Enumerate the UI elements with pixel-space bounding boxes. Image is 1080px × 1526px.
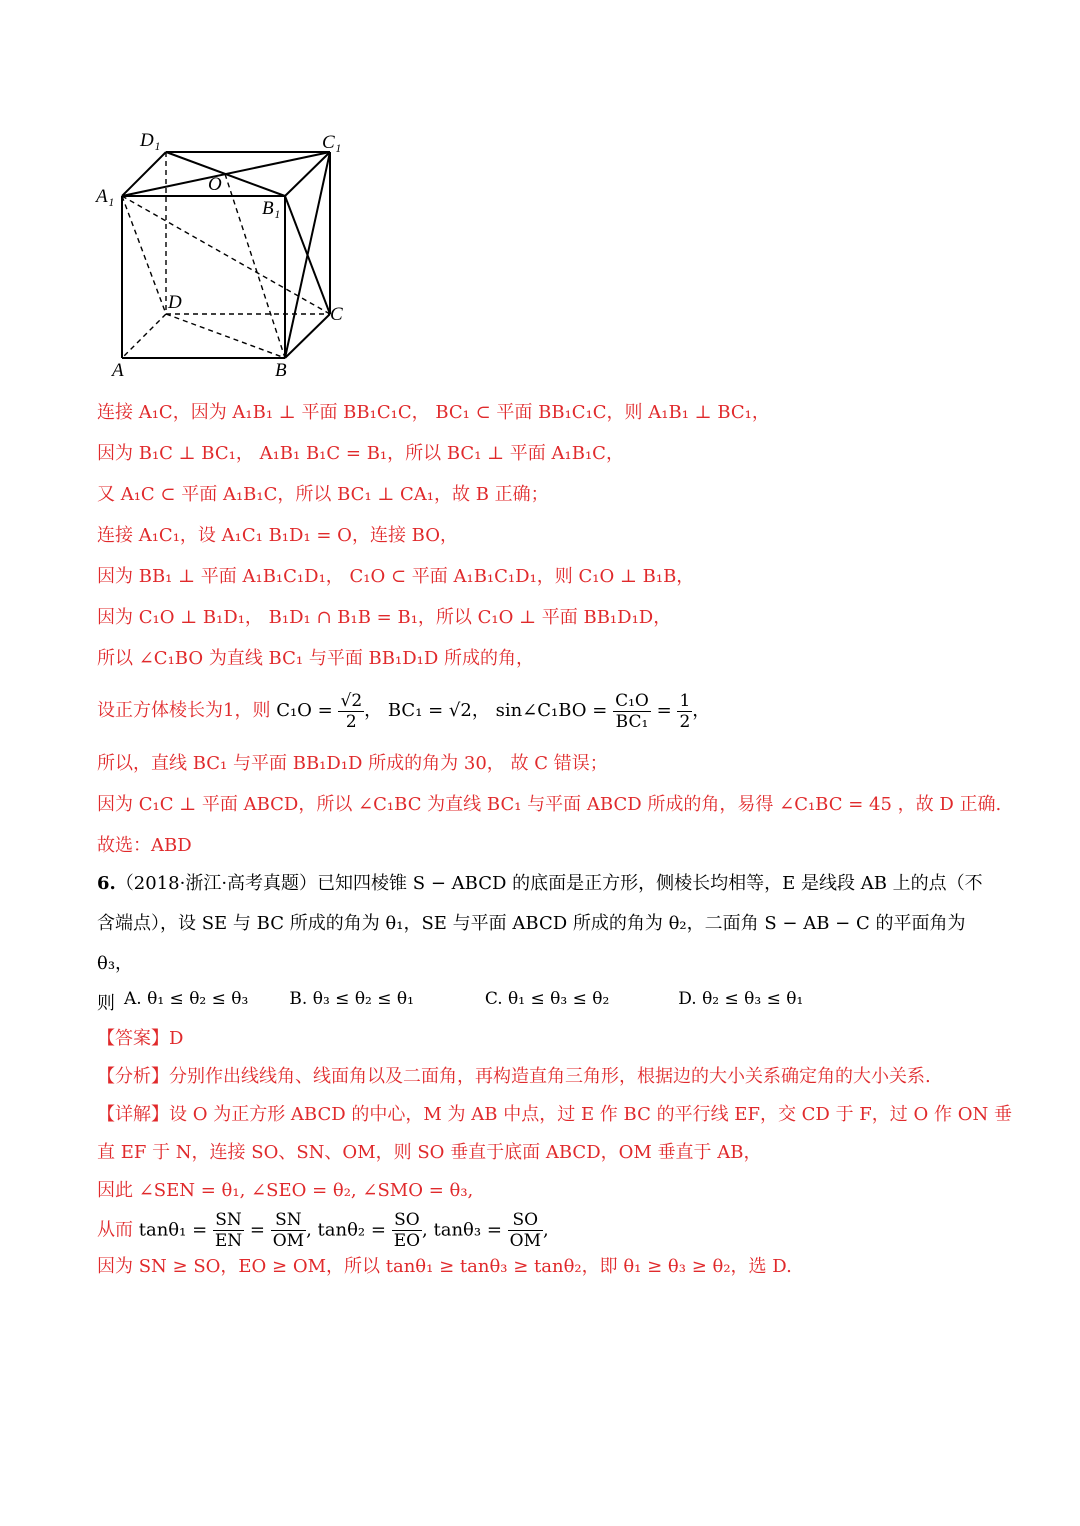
frac-num: √2	[340, 690, 363, 711]
solution-line: 所以 ∠C₁BO 为直线 BC₁ 与平面 BB₁D₁D 所成的角，	[97, 648, 535, 669]
option-d	[678, 982, 803, 1016]
detail-line: 【详解】设 O 为正方形 ABCD 的中心，M 为 AB 中点，过 E 作 BC 的平行线 EF，交 CD 于 F，过 O 作 ON 垂	[97, 1104, 1012, 1125]
frac-den: EN	[214, 1231, 243, 1251]
cube-figure	[90, 120, 370, 390]
question-line-3: 则	[97, 993, 115, 1014]
solution-line: 连接 A₁C，因为 A₁B₁ ⊥ 平面 BB₁C₁C， BC₁ ⊂ 平面 BB₁C₁C，则 A₁B₁ ⊥ BC₁，	[97, 402, 770, 423]
solution-line: 因为 C₁O ⊥ B₁D₁， B₁D₁ ∩ B₁B = B₁，所以 C₁O ⊥ 平面 BB₁D₁D，	[97, 607, 672, 628]
option-text: θ₂ ≤ θ₃ ≤ θ₁	[702, 989, 804, 1009]
question-number: 6.	[97, 873, 116, 894]
solution-line: 又 A₁C ⊂ 平面 A₁B₁C，所以 BC₁ ⊥ CA₁，故 B 正确；	[97, 484, 549, 505]
label-d: D	[168, 292, 182, 313]
answer-block	[97, 1020, 1012, 1286]
frac-den: OM	[272, 1231, 305, 1251]
tan1-text: tanθ₁ =	[138, 1219, 208, 1241]
equals-sign: =	[656, 700, 672, 721]
fraction-so-eo	[392, 1210, 422, 1251]
fraction-one-half	[677, 691, 692, 732]
question-source: （2018·浙江·高考真题）	[115, 873, 318, 894]
tan3-text: , tanθ₃ =	[422, 1219, 502, 1241]
edge-prefix: 设正方体棱长为1，则	[97, 700, 277, 721]
solution-line: 连接 A₁C₁，设 A₁C₁ B₁D₁ = O，连接 BO，	[97, 525, 458, 546]
options-row	[124, 982, 924, 1016]
frac-den: EO	[393, 1231, 421, 1251]
option-c	[485, 982, 673, 1016]
label-a1: A₁	[96, 186, 115, 207]
tan-prefix: 从而	[97, 1219, 139, 1241]
solution-line: 因为 B₁C ⊥ BC₁， A₁B₁ B₁C = B₁，所以 BC₁ ⊥ 平面 A₁B₁C，	[97, 443, 624, 464]
frac-num: SO	[508, 1210, 543, 1231]
option-label: A.	[124, 989, 142, 1009]
fraction-so-om	[508, 1210, 543, 1251]
fraction-sqrt2-over-2	[338, 691, 364, 732]
frac-den: BC₁	[615, 711, 649, 732]
c1o-text: C₁O =	[276, 700, 333, 721]
tan2-text: , tanθ₂ =	[306, 1219, 386, 1241]
solution-line: 所以，直线 BC₁ 与平面 BB₁D₁D 所成的角为 30， 故 C 错误；	[97, 753, 608, 774]
label-b1: B₁	[262, 198, 281, 219]
fraction-sn-en	[213, 1210, 244, 1251]
option-text: θ₃ ≤ θ₂ ≤ θ₁	[312, 989, 414, 1009]
label-c: C	[330, 304, 343, 325]
question-text-1: 已知四棱锥 S − ABCD 的底面是正方形，侧棱长均相等，E 是线段 AB 上的点（不	[317, 873, 983, 894]
solution-block	[97, 392, 1002, 866]
edge-end: ，	[692, 700, 711, 721]
tan-line	[97, 1210, 997, 1251]
label-b: B	[275, 360, 287, 381]
option-text: θ₁ ≤ θ₂ ≤ θ₃	[147, 989, 249, 1009]
analysis-line: 【分析】分别作出线线角、线面角以及二面角，再构造直角三角形，根据边的大小关系确定角的大小关系.	[97, 1066, 931, 1087]
label-a: A	[112, 360, 124, 381]
frac-num: C₁O	[615, 690, 649, 711]
fraction-c1o-over-bc1	[613, 691, 651, 732]
answer-line: 【答案】D	[97, 1028, 184, 1049]
option-label: D.	[678, 989, 697, 1009]
frac-den: 2	[345, 711, 357, 732]
option-label: C.	[484, 989, 503, 1009]
option-label: B.	[289, 989, 308, 1009]
detail-line: 因此 ∠SEN = θ₁, ∠SEO = θ₂, ∠SMO = θ₃,	[97, 1180, 474, 1201]
label-c1: C₁	[322, 132, 342, 153]
option-b	[289, 982, 479, 1016]
detail-line: 直 EF 于 N，连接 SO、SN、OM，则 SO 垂直于底面 ABCD，OM 垂直于 AB，	[97, 1142, 762, 1163]
question-line-2: 含端点），设 SE 与 BC 所成的角为 θ₁，SE 与平面 ABCD 所成的角为 θ₂，二面角 S − AB − C 的平面角为 θ₃，	[97, 913, 966, 974]
question-line-1	[97, 864, 997, 904]
tan-end: ,	[542, 1219, 549, 1241]
final-choice-line: 故选：ABD	[97, 835, 192, 856]
option-a	[124, 982, 284, 1016]
frac-num: SN	[271, 1210, 306, 1231]
frac-num: 1	[679, 690, 691, 711]
final-line: 因为 SN ≥ SO，EO ≥ OM，所以 tanθ₁ ≥ tanθ₃ ≥ tanθ₂，即 θ₁ ≥ θ₃ ≥ θ₂，选 D.	[97, 1256, 792, 1277]
frac-den: 2	[679, 711, 691, 732]
solution-line: 因为 C₁C ⊥ 平面 ABCD，所以 ∠C₁BC 为直线 BC₁ 与平面 ABCD 所成的角，易得 ∠C₁BC = 45 ，故 D 正确.	[97, 794, 1002, 815]
frac-num: SN	[213, 1210, 244, 1231]
frac-den: OM	[509, 1231, 541, 1251]
equals-sign: =	[249, 1219, 266, 1241]
label-d1: D₁	[140, 130, 161, 151]
edge-mid: ， BC₁ = √2， sin∠C₁BO =	[364, 700, 608, 721]
label-o: O	[208, 174, 222, 195]
edge-length-line	[97, 679, 997, 743]
solution-line: 因为 BB₁ ⊥ 平面 A₁B₁C₁D₁， C₁O ⊂ 平面 A₁B₁C₁D₁，则 C₁O ⊥ B₁B，	[97, 566, 695, 587]
frac-num: SO	[392, 1210, 422, 1231]
option-text: θ₁ ≤ θ₃ ≤ θ₂	[508, 989, 610, 1009]
fraction-sn-om	[271, 1210, 306, 1251]
